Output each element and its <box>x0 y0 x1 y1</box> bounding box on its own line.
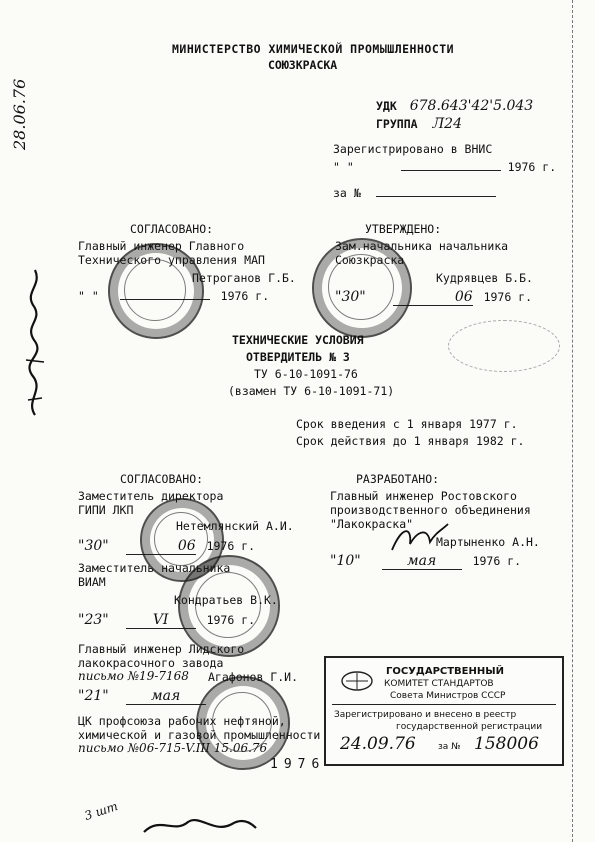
agreed-left-date3: "21" мая <box>78 688 206 705</box>
developed-name: Мартыненко А.Н. <box>436 535 540 549</box>
committee-emblem-icon <box>340 670 374 692</box>
bottom-scribble <box>140 812 260 841</box>
stamp-line5: государственной регистрации <box>396 722 543 732</box>
approved-left-line1: Главный инженер Главного <box>78 239 245 253</box>
approved-right-name: Кудрявцев Б.Б. <box>436 271 533 285</box>
stamp-number: 158006 <box>474 734 539 754</box>
doc-title-line2: ОТВЕРДИТЕЛЬ № 3 <box>246 350 350 364</box>
approved-left-title: СОГЛАСОВАНО: <box>130 222 214 236</box>
validity-end: Срок действия до 1 января 1982 г. <box>296 434 525 448</box>
approved-left-date: " " 1976 г. <box>78 289 270 303</box>
agreed-left-line5: Главный инженер Лидского <box>78 642 245 656</box>
approved-right-line2: Союзкраска <box>335 253 405 267</box>
agreed-left-name2: Кондратьев В.К. <box>174 593 278 607</box>
stamp-line4: Зарегистрировано и внесено в реестр <box>334 710 517 720</box>
udk-value: 678.643'42'5.043 <box>409 98 534 114</box>
stamp-num-label: за № <box>438 742 461 752</box>
stamp-line2: КОМИТЕТ СТАНДАРТОВ <box>384 679 494 689</box>
udk-row: УДК 678.643'42'5.043 <box>376 98 534 114</box>
margin-date: 28.06.76 <box>10 78 29 150</box>
stamp-date: 24.09.76 <box>340 734 416 754</box>
group-value: Л24 <box>432 116 462 132</box>
agreed-left-line2: ГИПИ ЛКП <box>78 503 134 517</box>
org-title: СОЮЗКРАСКА <box>268 58 338 72</box>
round-stamp-left <box>108 243 204 339</box>
approved-right-date: "30" 06 1976 г. <box>335 289 533 305</box>
registration-date-row: " " 1976 г. <box>333 160 557 174</box>
approved-right-line1: Зам.начальника начальника <box>335 239 509 253</box>
state-committee-stamp <box>324 656 564 766</box>
approved-right-title: УТВЕРЖДЕНО: <box>365 222 442 236</box>
group-row: ГРУППА Л24 <box>376 116 462 132</box>
agreed-left-line3: Заместитель начальника <box>78 561 231 575</box>
agreed-left-line6: лакокрасочного завода <box>78 656 224 670</box>
agreed-left-line4: ВИАМ <box>78 575 106 589</box>
stamp-line3: Совета Министров СССР <box>390 691 506 701</box>
faint-oval-mark <box>448 320 560 372</box>
agreed-left-title: СОГЛАСОВАНО: <box>120 472 204 486</box>
developed-date: "10" мая 1976 г. <box>330 553 522 569</box>
agreed-left-line8: химической и газовой промышленности <box>78 728 321 742</box>
doc-title-line4: (взамен ТУ 6-10-1091-71) <box>228 384 395 398</box>
developed-line3: "Лакокраска" <box>330 517 414 531</box>
developed-title: РАЗРАБОТАНО: <box>356 472 440 486</box>
page-edge-line <box>572 0 573 842</box>
developed-line2: производственного объединения <box>330 503 531 517</box>
round-stamp-union <box>196 676 290 770</box>
agreed-left-date1: "30" 06 1976 г. <box>78 538 256 554</box>
agreed-left-name1: Нетемлянский А.И. <box>176 519 294 533</box>
registration-line1: Зарегистрировано в ВНИС <box>333 142 493 156</box>
approved-left-name: Петроганов Г.Б. <box>192 271 296 285</box>
stamp-line1: ГОСУДАРСТВЕННЫЙ <box>386 666 504 677</box>
approved-left-line2: Технического управления МАП <box>78 253 265 267</box>
registration-number-row: за № <box>333 186 496 200</box>
bottom-note: 3 шт <box>82 799 120 823</box>
margin-signature <box>20 260 50 420</box>
year-center: 1976 <box>270 757 326 772</box>
doc-title-line1: ТЕХНИЧЕСКИЕ УСЛОВИЯ <box>232 333 364 347</box>
round-stamp-viam <box>178 555 280 657</box>
developed-signature <box>390 520 450 557</box>
agreed-left-date2: "23" VI 1976 г. <box>78 612 256 628</box>
agreed-left-line7: ЦК профсоюза рабочих нефтяной, <box>78 714 286 728</box>
agreed-left-name3: Агафонов Г.И. <box>208 670 299 684</box>
round-stamp-right <box>312 238 412 338</box>
agreed-left-letter1: письмо №19-7168 <box>78 669 189 683</box>
ministry-title: МИНИСТЕРСТВО ХИМИЧЕСКОЙ ПРОМЫШЛЕННОСТИ <box>172 42 455 56</box>
agreed-left-letter2: письмо №06-715-V.III 15.06.76 <box>78 741 268 755</box>
validity-start: Срок введения с 1 января 1977 г. <box>296 417 518 431</box>
doc-title-line3: ТУ 6-10-1091-76 <box>254 367 358 381</box>
developed-line1: Главный инженер Ростовского <box>330 489 517 503</box>
agreed-left-line1: Заместитель директора <box>78 489 224 503</box>
